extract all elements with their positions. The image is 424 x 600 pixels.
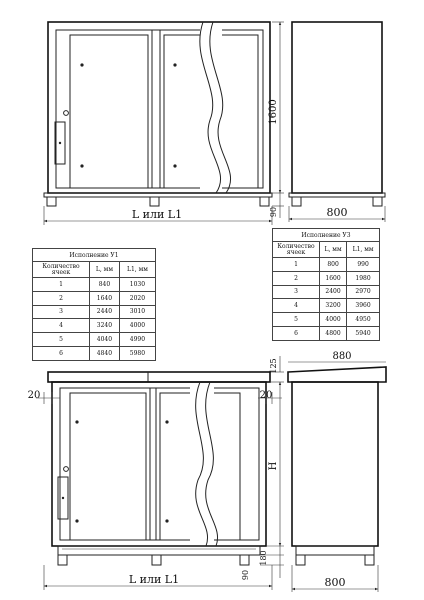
foot: [47, 197, 56, 206]
table-cell: 4: [33, 319, 90, 333]
table-cell: 4950: [347, 313, 380, 327]
table-cell: 5: [33, 333, 90, 347]
door-lock-icon: [165, 420, 168, 423]
side-body: [292, 22, 382, 193]
door-lock-icon: [80, 164, 83, 167]
table-row: [33, 333, 156, 347]
gap-left-dimension: 20: [27, 390, 41, 401]
door-lock-icon: [173, 63, 176, 66]
bottom-side-view: [288, 351, 386, 592]
door-lock-icon: [75, 420, 78, 423]
depth-dimension: 800: [326, 206, 348, 219]
table-cell: 4990: [119, 333, 155, 347]
top-side-view: [289, 22, 385, 222]
side-roof: [288, 367, 386, 382]
depth-dimension: 800: [324, 576, 346, 589]
foot: [296, 555, 305, 565]
table-cell: 2: [273, 271, 320, 285]
table-cell: 2970: [347, 285, 380, 299]
side-body: [292, 382, 378, 546]
table-cell: 2020: [119, 291, 155, 305]
table-cell: 4840: [90, 346, 120, 360]
table-cell: 1: [273, 258, 320, 272]
cabinet-body: [52, 382, 266, 546]
left-door: [70, 393, 146, 540]
table-cell: 1: [33, 278, 90, 292]
base-plinth: [58, 546, 260, 555]
column-header: Количество ячеек: [273, 242, 320, 258]
height-dimension: 1600: [268, 99, 279, 125]
table-cell: 3240: [90, 319, 120, 333]
top-depth-dimension: 880: [332, 351, 352, 362]
table-title: Исполнение У1: [33, 249, 156, 262]
table-row: [273, 313, 380, 327]
plinth-dimension: 180: [259, 550, 268, 566]
width-dimension: L или L1: [131, 208, 183, 221]
table-cell: 2: [33, 291, 90, 305]
ground-symbol-icon: [64, 111, 69, 116]
height-dimension: H: [268, 461, 279, 471]
table-row: [33, 291, 156, 305]
table-cell: 4: [273, 299, 320, 313]
table-cell: 5940: [347, 326, 380, 340]
base-dimension: 90: [269, 206, 278, 218]
column-header: L1, мм: [119, 262, 155, 278]
table-row: [273, 299, 380, 313]
table-cell: 2400: [320, 285, 347, 299]
table-cell: 4040: [90, 333, 120, 347]
roof: [48, 372, 270, 382]
width-dimension: L или L1: [128, 573, 180, 586]
top-dimension: 125: [269, 358, 278, 374]
column-header: L, мм: [320, 242, 347, 258]
table-cell: 3200: [320, 299, 347, 313]
table-row: [273, 326, 380, 340]
foot: [292, 197, 301, 206]
foot: [150, 197, 159, 206]
table-cell: 1030: [119, 278, 155, 292]
table-cell: 3960: [347, 299, 380, 313]
table-cell: 990: [347, 258, 380, 272]
bottom-front-view: [28, 356, 284, 590]
gap-right-dimension: 20: [259, 390, 273, 401]
side-base: [296, 546, 374, 555]
foot: [152, 555, 161, 565]
base-dimension: 90: [241, 569, 250, 581]
table-cell: 800: [320, 258, 347, 272]
door-lock-icon: [80, 63, 83, 66]
table-cell: 6: [33, 346, 90, 360]
table-cell: 5980: [119, 346, 155, 360]
table-cell: 3010: [119, 305, 155, 319]
foot: [58, 555, 67, 565]
table-title: Исполнение У3: [273, 229, 380, 242]
table-cell: 4800: [320, 326, 347, 340]
table-row: [33, 278, 156, 292]
table-row: [33, 346, 156, 360]
foot: [373, 197, 382, 206]
table-u3: [272, 228, 380, 341]
table-cell: 1640: [90, 291, 120, 305]
column-header: L, мм: [90, 262, 120, 278]
foot: [260, 197, 269, 206]
table-cell: 840: [90, 278, 120, 292]
ground-symbol-icon: [64, 467, 69, 472]
door-lock-icon: [173, 164, 176, 167]
door-lock-icon: [75, 519, 78, 522]
table-row: [273, 271, 380, 285]
foot: [365, 555, 374, 565]
table-row: [273, 285, 380, 299]
top-front-view: [44, 22, 284, 225]
table-cell: 5: [273, 313, 320, 327]
table-cell: 3: [273, 285, 320, 299]
table-cell: 4000: [119, 319, 155, 333]
table-cell: 4000: [320, 313, 347, 327]
table-cell: 3: [33, 305, 90, 319]
foot: [240, 555, 249, 565]
table-cell: 2440: [90, 305, 120, 319]
table-cell: 1600: [320, 271, 347, 285]
table-row: [33, 319, 156, 333]
door-lock-icon: [165, 519, 168, 522]
table-row: [273, 258, 380, 272]
column-header: Количество ячеек: [33, 262, 90, 278]
table-u1: [32, 248, 156, 361]
table-cell: 1980: [347, 271, 380, 285]
table-cell: 6: [273, 326, 320, 340]
column-header: L1, мм: [347, 242, 380, 258]
table-row: [33, 305, 156, 319]
